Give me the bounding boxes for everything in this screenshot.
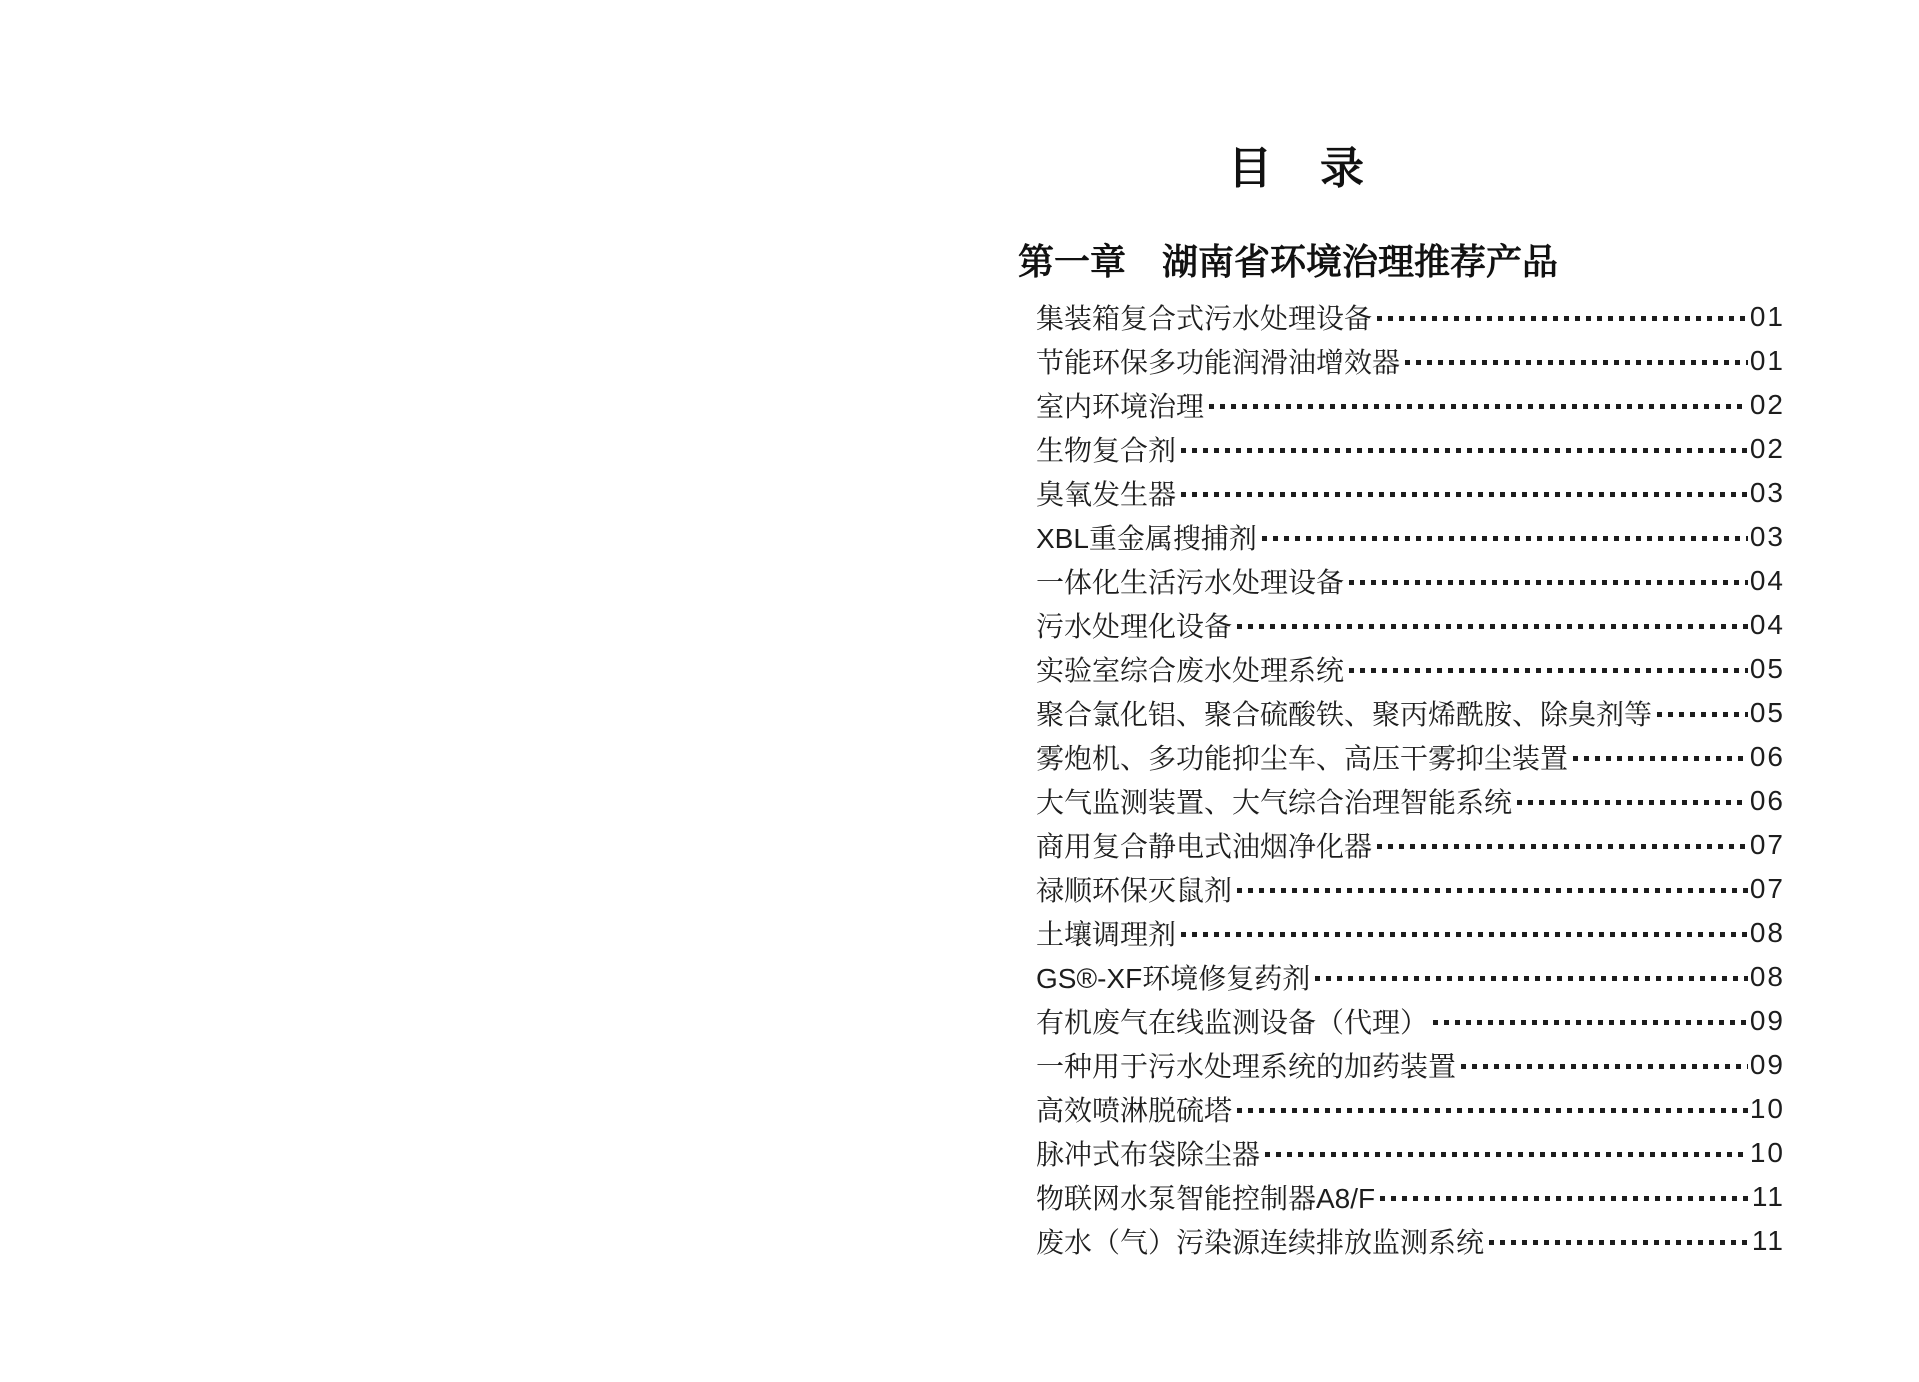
toc-item-page: 06 [1749,785,1785,816]
toc-item-label: 聚合氯化铝、聚合硫酸铁、聚丙烯酰胺、除臭剂等 [1036,699,1653,730]
dot-leader [1349,580,1748,585]
toc-item [1036,955,1785,999]
dot-leader [1489,1240,1750,1245]
page-title: 目 录 [1228,144,1366,193]
dot-leader [1265,1152,1748,1157]
toc-item-page: 04 [1749,565,1785,596]
toc-item-label: 脉冲式布袋除尘器 [1036,1139,1261,1170]
toc-item-label: 实验室综合废水处理系统 [1036,655,1345,686]
dot-leader [1315,976,1748,981]
toc-item [1036,559,1785,603]
dot-leader [1461,1064,1748,1069]
dot-leader [1517,800,1748,805]
toc-item [1036,471,1785,515]
toc-item-page: 03 [1749,521,1785,552]
toc-item [1036,867,1785,911]
toc-item [1036,691,1785,735]
toc-item-label: 有机废气在线监测设备（代理） [1036,1007,1429,1038]
toc-item-page: 06 [1749,741,1785,772]
dot-leader [1433,1020,1748,1025]
dot-leader [1377,844,1748,849]
toc-item [1036,1131,1785,1175]
toc-item-page: 09 [1749,1005,1785,1036]
toc-item [1036,515,1785,559]
toc-item-label: 土壤调理剂 [1036,919,1177,950]
toc-item-page: 08 [1749,917,1785,948]
toc-item-label: GS®-XF环境修复药剂 [1036,963,1311,994]
toc-item-page: 01 [1749,301,1785,332]
dot-leader [1573,756,1748,761]
toc-item-page: 04 [1749,609,1785,640]
toc-item-page: 01 [1749,345,1785,376]
toc-item-label: 臭氧发生器 [1036,479,1177,510]
toc-item-page: 09 [1749,1049,1785,1080]
dot-leader [1377,316,1748,321]
toc-item-page: 11 [1751,1181,1785,1212]
toc-item [1036,779,1785,823]
toc-item-page: 08 [1749,961,1785,992]
toc-item-page: 10 [1749,1137,1785,1168]
toc-item-label: 生物复合剂 [1036,435,1177,466]
toc-list [1018,295,1785,1263]
dot-leader [1181,492,1748,497]
dot-leader [1380,1196,1750,1201]
toc-item-label: 节能环保多功能润滑油增效器 [1036,347,1401,378]
toc-item [1036,1043,1785,1087]
toc-item-label: 一种用于污水处理系统的加药装置 [1036,1051,1457,1082]
toc-item-page: 02 [1749,389,1785,420]
toc-item [1036,603,1785,647]
chapter-heading: 第一章 湖南省环境治理推荐产品 [1018,241,1559,282]
toc-item [1036,1175,1785,1219]
toc-item-page: 02 [1749,433,1785,464]
toc-item-label: 雾炮机、多功能抑尘车、高压干雾抑尘装置 [1036,743,1569,774]
toc-item-label: XBL重金属搜捕剂 [1036,523,1257,554]
toc-item-label: 一体化生活污水处理设备 [1036,567,1345,598]
toc-item [1036,295,1785,339]
toc-item-label: 集装箱复合式污水处理设备 [1036,303,1373,334]
toc-item-label: 废水（气）污染源连续排放监测系统 [1036,1227,1485,1258]
toc-item-page: 03 [1749,477,1785,508]
toc-item-page: 05 [1749,653,1785,684]
toc-item-page: 11 [1751,1225,1785,1256]
toc-item [1036,735,1785,779]
dot-leader [1237,888,1748,893]
toc-item [1036,427,1785,471]
dot-leader [1405,360,1748,365]
toc-item-page: 10 [1749,1093,1785,1124]
toc-item-label: 室内环境治理 [1036,391,1205,422]
dot-leader [1262,536,1748,541]
toc-item-label: 大气监测装置、大气综合治理智能系统 [1036,787,1513,818]
toc-item [1036,339,1785,383]
toc-item-label: 商用复合静电式油烟净化器 [1036,831,1373,862]
dot-leader [1237,1108,1748,1113]
toc-item [1036,823,1785,867]
toc-item [1036,647,1785,691]
toc-item-page: 07 [1749,873,1785,904]
dot-leader [1237,624,1748,629]
toc-item-page: 07 [1749,829,1785,860]
toc-content [1018,145,1785,1263]
toc-item-label: 污水处理化设备 [1036,611,1233,642]
toc-item-label: 禄顺环保灭鼠剂 [1036,875,1233,906]
dot-leader [1181,932,1748,937]
toc-item [1036,1087,1785,1131]
dot-leader [1349,668,1748,673]
toc-item-page: 05 [1749,697,1785,728]
dot-leader [1181,448,1748,453]
dot-leader [1657,712,1748,717]
toc-item [1036,999,1785,1043]
toc-item [1036,911,1785,955]
toc-item [1036,1219,1785,1263]
toc-item-label: 高效喷淋脱硫塔 [1036,1095,1233,1126]
dot-leader [1209,404,1748,409]
toc-item-label: 物联网水泵智能控制器A8/F [1036,1183,1376,1214]
toc-item [1036,383,1785,427]
